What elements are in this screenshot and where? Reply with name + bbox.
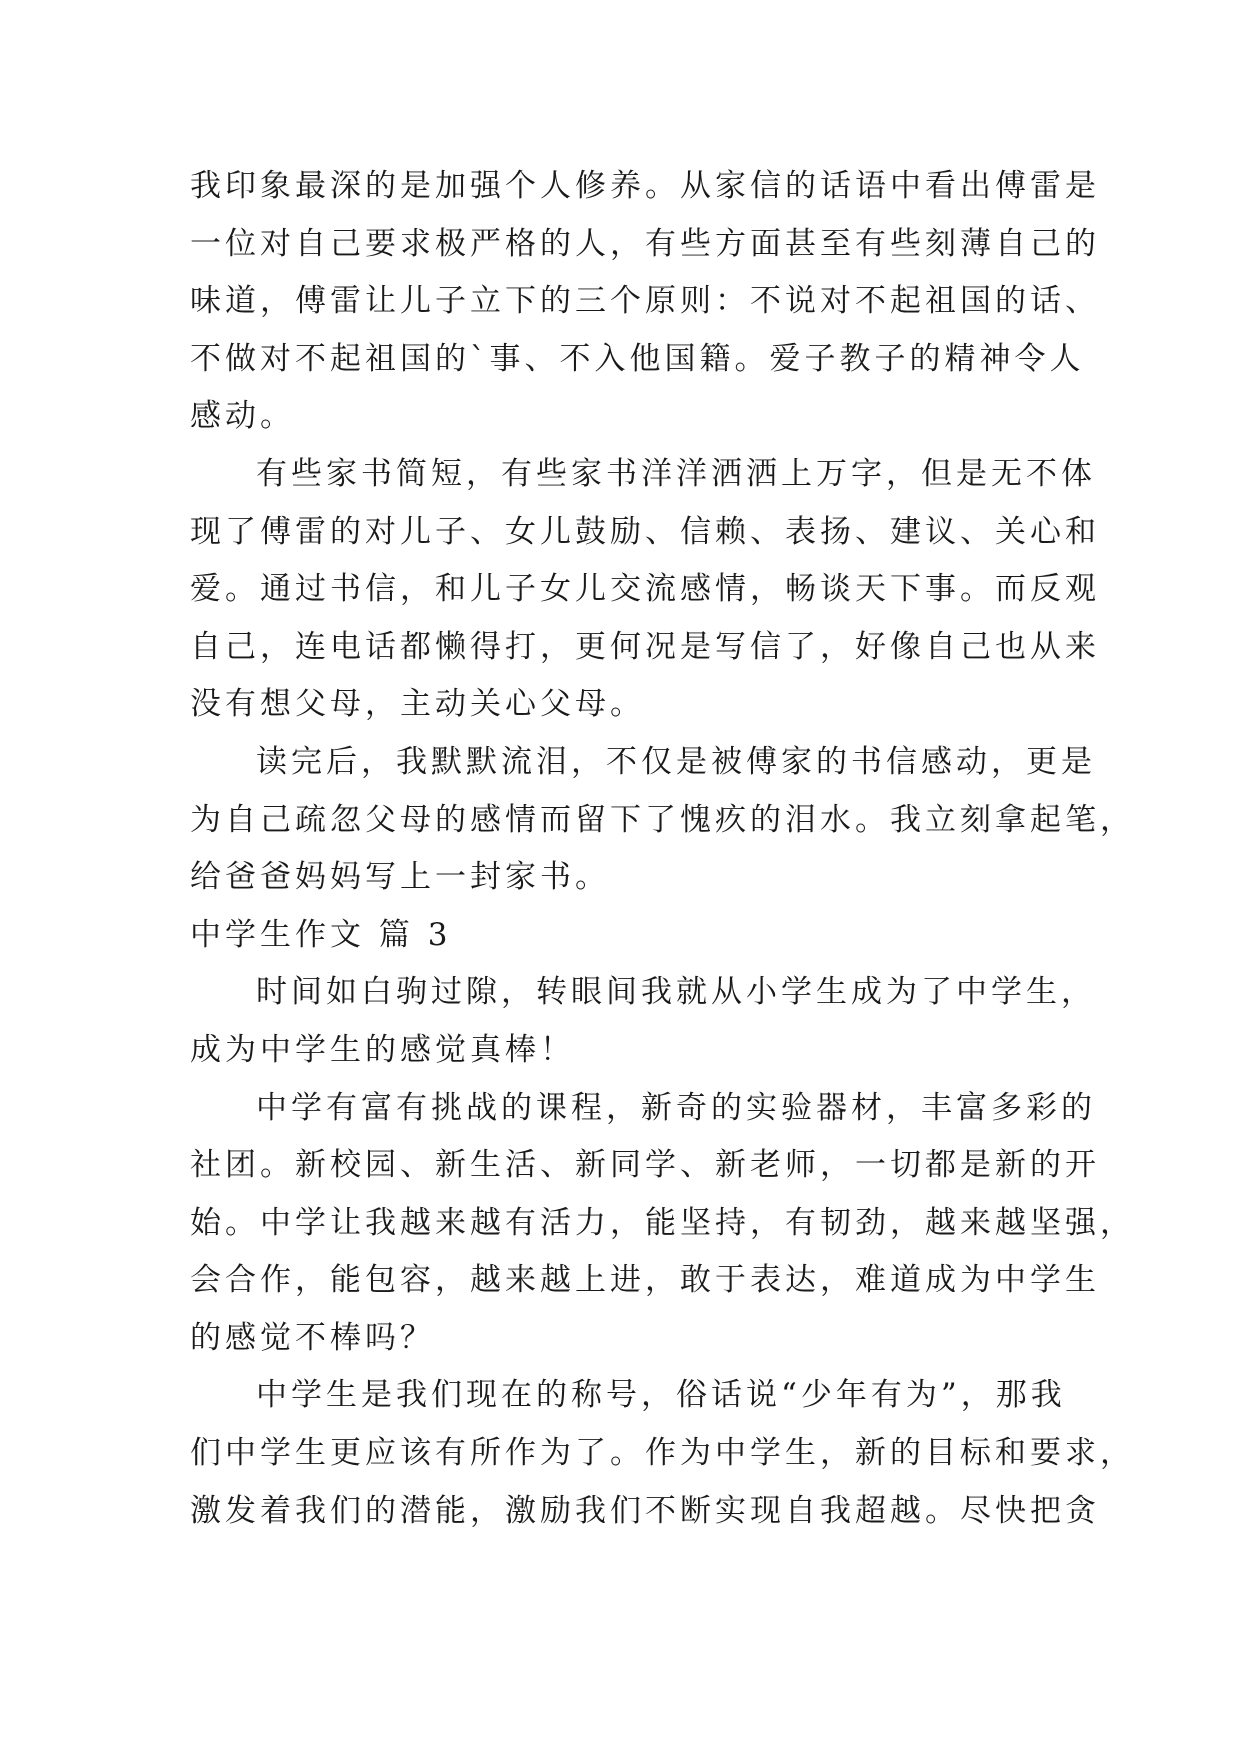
- text-line: 时间如白驹过隙，转眼间我就从小学生成为了中学生，: [256, 974, 1096, 1011]
- text-line: 为自己疏忽父母的感情而留下了愧疚的泪水。我立刻拿起笔，: [190, 801, 1135, 838]
- text-line: 中学有富有挑战的课程，新奇的实验器材，丰富多彩的: [256, 1089, 1096, 1126]
- text-line: 我印象最深的是加强个人修养。从家信的话语中看出傅雷是: [190, 168, 1100, 204]
- text-line: 自己，连电话都懒得打，更何况是写信了，好像自己也从来: [190, 628, 1100, 665]
- text-line: 一位对自己要求极严格的人，有些方面甚至有些刻薄自己的: [190, 225, 1100, 262]
- text-line: 会合作，能包容，越来越上进，敢于表达，难道成为中学生: [190, 1262, 1100, 1299]
- text-line: 现了傅雷的对儿子、女儿鼓励、信赖、表扬、建议、关心和: [190, 513, 1100, 550]
- text-line: 给爸爸妈妈写上一封家书。: [190, 859, 610, 896]
- text-line: 味道，傅雷让儿子立下的三个原则：不说对不起祖国的话、: [190, 283, 1100, 320]
- text-line: 感动。: [190, 398, 295, 435]
- text-line: 始。中学让我越来越有活力，能坚持，有韧劲，越来越坚强，: [190, 1204, 1135, 1241]
- text-line: 们中学生更应该有所作为了。作为中学生，新的目标和要求，: [190, 1435, 1135, 1472]
- text-line: 成为中学生的感觉真棒！: [190, 1031, 575, 1068]
- text-line: 中学生是我们现在的称号，俗话说“少年有为”，那我: [256, 1377, 1066, 1414]
- document-body: [190, 158, 1135, 1540]
- text-line: 读完后，我默默流泪，不仅是被傅家的书信感动，更是: [256, 743, 1096, 780]
- text-line: 的感觉不棒吗？: [190, 1319, 435, 1356]
- text-line: 爱。通过书信，和儿子女儿交流感情，畅谈天下事。而反观: [190, 571, 1100, 608]
- text-line: 不做对不起祖国的`事、不入他国籍。爱子教子的精神令人: [190, 340, 1085, 377]
- text-line: 有些家书简短，有些家书洋洋洒洒上万字，但是无不体: [256, 455, 1096, 492]
- text-line: 社团。新校园、新生活、新同学、新老师，一切都是新的开: [190, 1147, 1100, 1184]
- section-heading: 中学生作文 篇 3: [190, 916, 452, 953]
- text-line: 没有想父母，主动关心父母。: [190, 686, 645, 723]
- text-line: 激发着我们的潜能，激励我们不断实现自我超越。尽快把贪: [190, 1492, 1100, 1529]
